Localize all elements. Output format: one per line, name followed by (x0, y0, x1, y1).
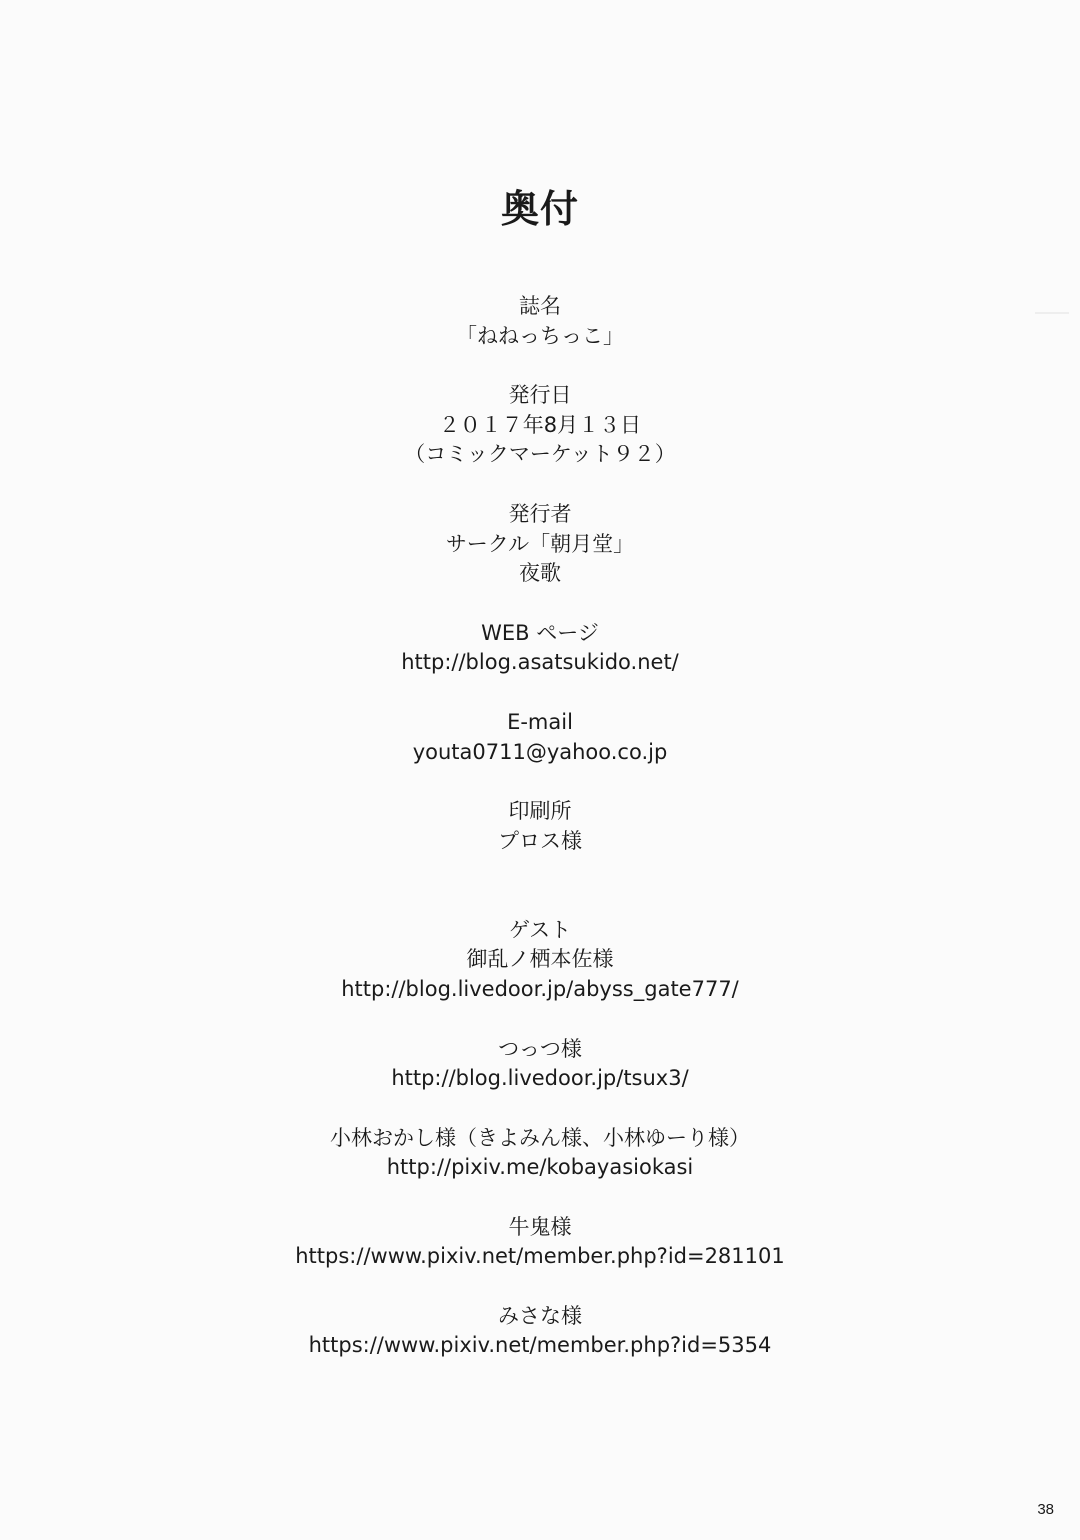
email-address: youta0711@yahoo.co.jp (412, 740, 668, 764)
guest-url: http://pixiv.me/kobayasiokasi (386, 1155, 694, 1179)
publisher-author: 夜歌 (519, 561, 561, 585)
guest-name: 御乱ノ栖本佐様 (466, 947, 614, 971)
release-event: （コミックマーケット９２） (404, 442, 676, 466)
guest-name: 小林おかし様（きよみん様、小林ゆーり様） (330, 1126, 750, 1150)
web-label: WEB ページ (481, 621, 599, 645)
magazine-title: 「ねねっちっこ」 (456, 324, 624, 348)
guest-url: http://blog.livedoor.jp/abyss_gate777/ (341, 977, 739, 1001)
printer-label: 印刷所 (508, 799, 572, 823)
page-number: 38 (1037, 1501, 1054, 1518)
guest-url: http://blog.livedoor.jp/tsux3/ (391, 1066, 689, 1090)
publisher-circle: サークル「朝月堂」 (445, 532, 635, 556)
page-title: 奥付 (500, 187, 579, 231)
guest-url: https://www.pixiv.net/member.php?id=281101 (295, 1244, 785, 1268)
guest-url: https://www.pixiv.net/member.php?id=5354 (308, 1333, 772, 1357)
guest-name: 牛鬼様 (508, 1215, 572, 1239)
printer-name: プロス様 (498, 829, 582, 853)
magazine-label: 誌名 (519, 294, 561, 318)
release-date-label: 発行日 (508, 383, 572, 407)
web-url: http://blog.asatsukido.net/ (401, 650, 679, 674)
guest-name: つっつ様 (498, 1037, 582, 1061)
publisher-label: 発行者 (508, 502, 572, 526)
email-label: E-mail (507, 710, 573, 734)
guest-name: みさな様 (498, 1304, 582, 1328)
guests-label: ゲスト (508, 918, 572, 942)
release-date: ２０１７年8月１３日 (438, 413, 642, 437)
